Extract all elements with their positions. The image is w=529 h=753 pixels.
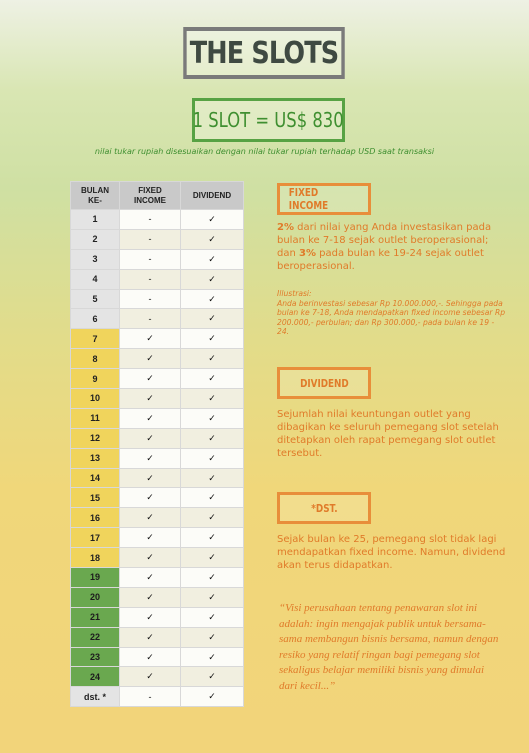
slot-price-text: 1 SLOT = US$ 830 — [192, 108, 345, 132]
month-cell: 8 — [71, 349, 120, 369]
dividend-description: Sejumlah nilai keuntungan outlet yang dibagikan ke seluruh pemegang slot setelah ditetapkan oleh rapat pemegang slot outlet tersebut. — [277, 409, 499, 459]
table-row — [71, 528, 244, 548]
dst-description: Sejak bulan ke 25, pemegang slot tidak lagi mendapatkan fixed income. Namun, dividend akan terus didapatkan. — [277, 534, 506, 571]
dividend-cell: ✓ — [181, 627, 244, 647]
dividend-cell: ✓ — [181, 428, 244, 448]
fixed-income-text-2: pada bulan ke 19-24 sejak outlet beroperasional. — [277, 248, 484, 272]
fixed-income-pct-1: 2% — [277, 222, 294, 233]
fixed-income-cell: ✓ — [120, 528, 181, 548]
dividend-cell: ✓ — [181, 448, 244, 468]
month-cell: 9 — [71, 369, 120, 389]
table-row — [71, 229, 244, 249]
table-row — [71, 647, 244, 667]
month-cell: 2 — [71, 229, 120, 249]
table-row — [71, 249, 244, 269]
fixed-income-cell: ✓ — [120, 667, 181, 687]
dividend-cell: ✓ — [181, 269, 244, 289]
header-dividend: DIVIDEND — [181, 182, 244, 210]
table-row — [71, 627, 244, 647]
fixed-income-cell: ✓ — [120, 548, 181, 568]
dividend-cell: ✓ — [181, 329, 244, 349]
month-cell: 5 — [71, 289, 120, 309]
fixed-income-pct-2: 3% — [299, 248, 316, 259]
fixed-income-cell: - — [120, 309, 181, 329]
dividend-cell: ✓ — [181, 309, 244, 329]
month-cell: 13 — [71, 448, 120, 468]
table-row — [71, 329, 244, 349]
month-cell: 23 — [71, 647, 120, 667]
table-row — [71, 687, 244, 707]
slots-table — [70, 181, 244, 707]
table-row — [71, 587, 244, 607]
month-cell: 17 — [71, 528, 120, 548]
table-row — [71, 548, 244, 568]
fixed-income-cell: - — [120, 229, 181, 249]
month-cell: 14 — [71, 468, 120, 488]
dividend-cell: ✓ — [181, 289, 244, 309]
illustration-label: Illustrasi: — [277, 289, 312, 298]
fixed-income-cell: - — [120, 249, 181, 269]
table-row — [71, 408, 244, 428]
month-cell: 1 — [71, 210, 120, 230]
fixed-income-cell: ✓ — [120, 568, 181, 588]
fixed-income-illustration — [277, 289, 507, 337]
month-cell: 24 — [71, 667, 120, 687]
slot-price-badge — [192, 98, 345, 142]
header-fixed-income: FIXED INCOME — [120, 182, 181, 210]
month-cell: 19 — [71, 568, 120, 588]
fixed-income-cell: ✓ — [120, 389, 181, 409]
fixed-income-cell: ✓ — [120, 468, 181, 488]
dividend-cell: ✓ — [181, 528, 244, 548]
dst-heading — [277, 492, 371, 524]
month-cell: 15 — [71, 488, 120, 508]
fixed-income-cell: ✓ — [120, 647, 181, 667]
month-cell: 22 — [71, 627, 120, 647]
fixed-income-cell: ✓ — [120, 329, 181, 349]
dividend-cell: ✓ — [181, 548, 244, 568]
fixed-income-heading — [277, 183, 371, 215]
fixed-income-cell: ✓ — [120, 408, 181, 428]
month-cell: 16 — [71, 508, 120, 528]
dividend-cell: ✓ — [181, 389, 244, 409]
month-cell: 21 — [71, 607, 120, 627]
table-row — [71, 210, 244, 230]
vision-quote: “Visi perusahaan tentang penawaran slot ini adalah: ingin mengajak publik untuk bersama-sama membangun bisnis bersama, namun dengan resiko yang relatif ringan bagi pemegang slot sekaligus belajar memiliki bisnis yang dimulai dari kecil...” — [279, 602, 499, 692]
table-row — [71, 428, 244, 448]
dividend-cell: ✓ — [181, 607, 244, 627]
table-row — [71, 508, 244, 528]
month-cell: 6 — [71, 309, 120, 329]
table-row — [71, 607, 244, 627]
fixed-income-cell: ✓ — [120, 488, 181, 508]
illustration-text: Anda berinvestasi sebesar Rp 10.000.000,-. Sehingga pada bulan ke 7-18, Anda mendapatkan fixed income sebesar Rp 200.000,- perbulan; dan Rp 300.000,- pada bulan ke 19 - 24. — [277, 298, 506, 336]
fixed-income-cell: ✓ — [120, 627, 181, 647]
table-row — [71, 389, 244, 409]
dividend-cell: ✓ — [181, 468, 244, 488]
fixed-income-text-1: dari nilai yang Anda investasikan pada bulan ke 7-18 sejak outlet beroperasional; dan — [277, 222, 492, 259]
dividend-cell: ✓ — [181, 488, 244, 508]
month-cell: 4 — [71, 269, 120, 289]
fixed-income-cell: ✓ — [120, 349, 181, 369]
fixed-income-description — [277, 221, 509, 273]
table-row — [71, 568, 244, 588]
table-row — [71, 468, 244, 488]
table-row — [71, 269, 244, 289]
month-cell: 12 — [71, 428, 120, 448]
fixed-income-cell: - — [120, 269, 181, 289]
month-cell: 3 — [71, 249, 120, 269]
table-row — [71, 349, 244, 369]
dividend-cell: ✓ — [181, 249, 244, 269]
month-cell: 10 — [71, 389, 120, 409]
dividend-heading-text: DIVIDEND — [299, 376, 349, 390]
dividend-cell: ✓ — [181, 647, 244, 667]
dividend-cell: ✓ — [181, 687, 244, 707]
dividend-cell: ✓ — [181, 349, 244, 369]
fixed-income-cell: ✓ — [120, 508, 181, 528]
dividend-cell: ✓ — [181, 210, 244, 230]
header-month: BULAN KE- — [71, 182, 120, 210]
fixed-income-cell: - — [120, 289, 181, 309]
dividend-cell: ✓ — [181, 408, 244, 428]
table-row — [71, 309, 244, 329]
page-title: THE SLOTS — [183, 27, 345, 79]
fixed-income-cell: ✓ — [120, 607, 181, 627]
table-row — [71, 369, 244, 389]
fixed-income-cell: - — [120, 210, 181, 230]
dividend-cell: ✓ — [181, 369, 244, 389]
month-cell: 18 — [71, 548, 120, 568]
table-row — [71, 448, 244, 468]
exchange-rate-note: nilai tukar rupiah disesuaikan dengan nilai tukar rupiah terhadap USD saat transaksi — [94, 147, 435, 156]
month-cell: 7 — [71, 329, 120, 349]
fixed-income-cell: ✓ — [120, 369, 181, 389]
table-row — [71, 667, 244, 687]
dividend-heading — [277, 367, 371, 399]
fixed-income-cell: - — [120, 687, 181, 707]
fixed-income-cell: ✓ — [120, 428, 181, 448]
dividend-cell: ✓ — [181, 667, 244, 687]
table-row — [71, 289, 244, 309]
dst-heading-text: *DST. — [310, 501, 338, 515]
table-row — [71, 488, 244, 508]
dividend-cell: ✓ — [181, 568, 244, 588]
month-cell: 11 — [71, 408, 120, 428]
table-header-row — [71, 182, 244, 210]
month-cell: dst. * — [71, 687, 120, 707]
dividend-cell: ✓ — [181, 229, 244, 249]
dividend-cell: ✓ — [181, 587, 244, 607]
fixed-income-heading-text: FIXED INCOME — [288, 186, 329, 212]
fixed-income-cell: ✓ — [120, 587, 181, 607]
month-cell: 20 — [71, 587, 120, 607]
fixed-income-cell: ✓ — [120, 448, 181, 468]
dividend-cell: ✓ — [181, 508, 244, 528]
